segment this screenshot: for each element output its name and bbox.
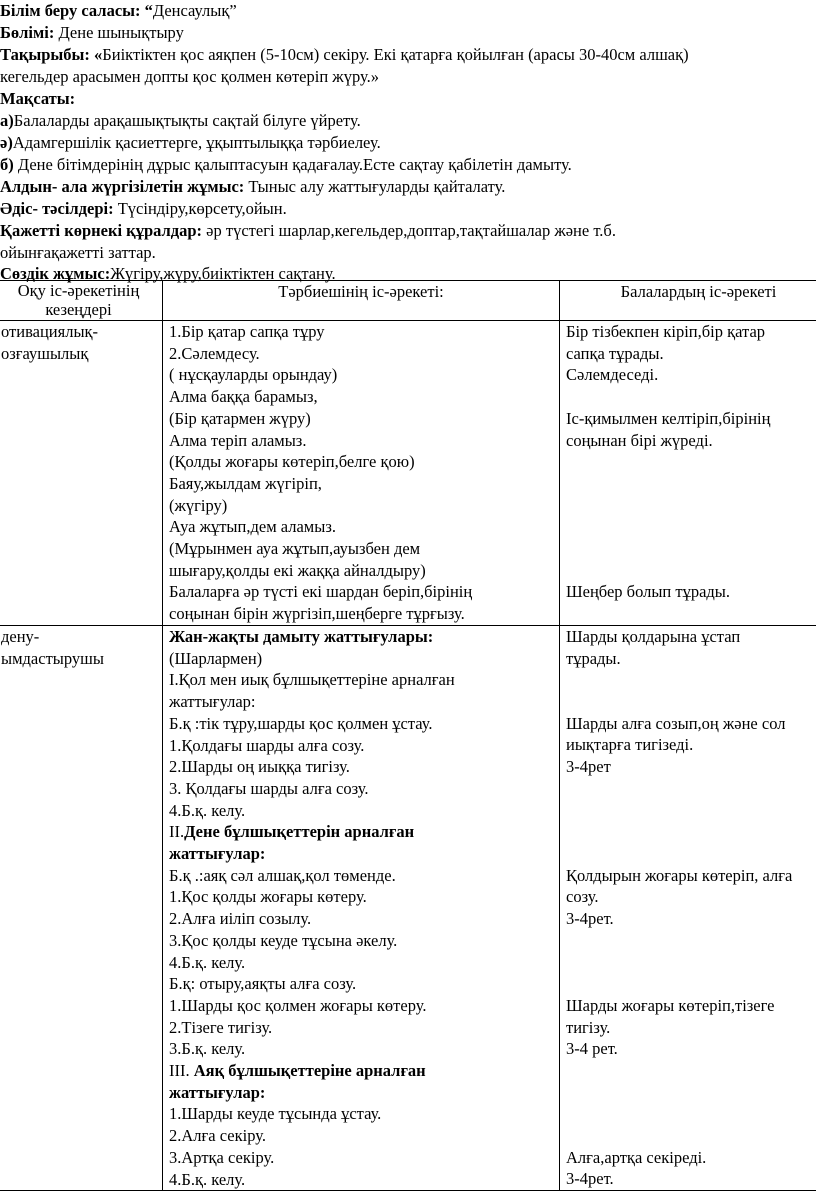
teacher-line: 4.Б.қ. келу. [169,1169,559,1191]
teacher-line: 2.Тізеге тигізу. [169,1017,559,1039]
goal-c-text: Дене бітімдерінің дұрыс қалыптасуын қадағалау.Есте сақтау қабілетін дамыту. [14,155,572,174]
children-column-header [560,281,816,321]
goal-b-text: Адамгершілік қасиеттерге, ұқыптылыққа тәрбиелеу. [13,133,381,152]
goal-b-line [0,132,381,153]
children-line: Іс-қимылмен келтіріп,бірінің [566,408,816,430]
methods-line [0,198,287,219]
children-line: тигізу. [566,1017,816,1039]
goal-a-label: а) [0,111,14,130]
children-line [566,800,816,822]
children-line [566,538,816,560]
children-line [566,386,816,408]
teacher-cell-motivation [163,321,560,626]
children-line: 3-4рет. [566,908,816,930]
teacher-cell-organizing [163,626,560,1191]
children-line [566,1082,816,1104]
children-line [566,516,816,538]
children-line [566,495,816,517]
stage-text: ымдастырушы [1,648,162,670]
teacher-line: шығару,қолды екі жаққа айналдыру) [169,560,559,582]
children-cell-organizing [560,626,816,1191]
stage-column-header [0,281,163,321]
children-line: Шарды жоғары көтеріп,тізеге [566,995,816,1017]
children-line: Қолдырын жоғары көтеріп, алға [566,865,816,887]
children-line [566,778,816,800]
methods-label: Әдіс- тәсілдері: [0,199,114,218]
children-line: иықтарға тигізеді. [566,734,816,756]
teacher-line: жаттығулар: [169,691,559,713]
children-line [566,691,816,713]
teacher-line: Жан-жақты дамыту жаттығулары: [169,626,559,648]
education-area-label: Білім беру саласы: “ [0,1,153,20]
vocabulary-value: Жүгіру,жүру,биіктіктен сақтану. [110,264,335,283]
teacher-line: (Шарлармен) [169,648,559,670]
children-cell-motivation [560,321,816,626]
children-line: созу. [566,886,816,908]
children-line: 3-4рет. [566,1168,816,1190]
stage-cell-motivation [0,321,163,626]
children-line: 3-4 рет. [566,1038,816,1060]
teacher-line: Алма теріп аламыз. [169,430,559,452]
children-line [566,560,816,582]
children-line [566,930,816,952]
stage-header-line-2: кезеңдері [0,300,162,319]
section-label: Бөлімі: [0,23,54,42]
preliminary-work-line [0,176,505,197]
topic-line-2 [0,66,379,87]
teacher-line: 1.Қолдағы шарды алға созу. [169,735,559,757]
goals-heading [0,88,75,109]
section-value: Дене шынықтыру [54,23,184,42]
stage-text: отивациялық- [1,321,162,343]
equipment-value-1: әр түстегі шарлар,кегельдер,доптар,тақтайшалар және т.б. [202,221,616,240]
teacher-line: 4.Б.қ. келу. [169,952,559,974]
equipment-value-2: ойынғақажетті заттар. [0,243,156,262]
teacher-line: 2.Шарды оң иыққа тигізу. [169,756,559,778]
teacher-line: (Қолды жоғары көтеріп,белге қою) [169,451,559,473]
teacher-line: 3.Б.қ. келу. [169,1038,559,1060]
children-line [566,951,816,973]
goal-c-label: б) [0,155,14,174]
teacher-line-section-2 [169,821,559,843]
table-row-motivation [0,321,816,626]
goal-a-text: Балаларды арақашықтықты сақтай білуге үйрету. [14,111,361,130]
teacher-line: соңынан бірін жүргізіп,шеңберге тұрғызу. [169,603,559,625]
teacher-line: Б.қ .:аяқ сәл алшақ,қол төменде. [169,865,559,887]
children-line [566,473,816,495]
teacher-line: Алма баққа барамыз, [169,386,559,408]
children-line [566,843,816,865]
vocabulary-label: Сөздік жұмыс: [0,264,110,283]
teacher-line: жаттығулар: [169,843,559,865]
equipment-label: Қажетті көрнекі құралдар: [0,221,202,240]
children-line [566,1125,816,1147]
topic-label: Тақырыбы: « [0,45,102,64]
education-area-value: Денсаулық” [153,1,237,20]
teacher-column-header [163,281,560,321]
goals-label: Мақсаты: [0,89,75,108]
teacher-line: 1.Бір қатар сапқа тұру [169,321,559,343]
stage-text: озғаушылық [1,343,162,365]
teacher-line: 2.Алға иіліп созылу. [169,908,559,930]
goal-c-line [0,154,572,175]
topic-value-2: кегельдер арасымен допты қос қолмен көтеріп жүру.» [0,67,379,86]
children-line: Шарды қолдарына ұстап [566,626,816,648]
teacher-line: 1.Шарды кеуде тұсында ұстау. [169,1103,559,1125]
topic-value-1: Биіктіктен қос аяқпен (5-10см) секіру. Екі қатарға қойылған (арасы 30-40см алшақ) [102,45,688,64]
methods-value: Түсіндіру,көрсету,ойын. [114,199,287,218]
topic-line-1 [0,44,689,65]
stage-cell-organizing [0,626,163,1191]
children-line [566,1060,816,1082]
children-line [566,821,816,843]
teacher-line: Баяу,жылдам жүгіріп, [169,473,559,495]
goal-b-label: ә) [0,133,13,152]
children-line: 3-4рет [566,756,816,778]
section-number: ІІІ. [169,1061,194,1080]
goal-a-line [0,110,361,131]
children-header-text: Балалардың іс-әрекеті [560,281,816,303]
table-row-organizing [0,626,816,1191]
teacher-line: ( нұсқауларды орындау) [169,364,559,386]
teacher-line: жаттығулар: [169,1082,559,1104]
teacher-line: Балаларға әр түсті екі шардан беріп,бірінің [169,581,559,603]
teacher-line-section-3 [169,1060,559,1082]
section-title: Аяқ бұлшықеттеріне арналған [194,1061,426,1080]
teacher-line: Б.қ: отыру,аяқты алға созу. [169,973,559,995]
children-line: Шеңбер болып тұрады. [566,581,816,603]
education-area-line [0,0,237,21]
teacher-line: 2.Сәлемдесу. [169,343,559,365]
equipment-line-2 [0,242,156,263]
children-line [566,669,816,691]
teacher-line: 3.Артқа секіру. [169,1147,559,1169]
children-line [566,973,816,995]
equipment-line-1 [0,220,616,241]
teacher-line: І.Қол мен иық бұлшықеттеріне арналған [169,669,559,691]
children-line: сапқа тұрады. [566,343,816,365]
children-line: Алға,артқа секіреді. [566,1147,816,1169]
teacher-line: 2.Алға секіру. [169,1125,559,1147]
children-line [566,451,816,473]
teacher-line: 4.Б.қ. келу. [169,800,559,822]
teacher-line: 1.Шарды қос қолмен жоғары көтеру. [169,995,559,1017]
section-line [0,22,184,43]
teacher-line: Ауа жұтып,дем аламыз. [169,516,559,538]
section-number: ІІ. [169,822,184,841]
children-line: Шарды алға созып,оң және сол [566,713,816,735]
preliminary-work-label: Алдын- ала жүргізілетін жұмыс: [0,177,244,196]
teacher-header-text: Тәрбиешінің іс-әрекеті: [163,281,559,303]
teacher-line: 1.Қос қолды жоғары көтеру. [169,886,559,908]
children-line: Бір тізбекпен кіріп,бір қатар [566,321,816,343]
section-title: Дене бұлшықеттерін арналған [184,822,414,841]
children-line: Сәлемдеседі. [566,364,816,386]
teacher-line: (Бір қатармен жүру) [169,408,559,430]
teacher-line: (Мұрынмен ауа жұтып,ауызбен дем [169,538,559,560]
lesson-table [0,280,816,1191]
stage-text: дену- [1,626,162,648]
teacher-line: 3. Қолдағы шарды алға созу. [169,778,559,800]
teacher-line: 3.Қос қолды кеуде тұсына әкелу. [169,930,559,952]
preliminary-work-value: Тыныс алу жаттығуларды қайталату. [244,177,505,196]
stage-header-line-1: Оқу іс-әрекетінің [0,281,162,300]
children-line: тұрады. [566,648,816,670]
table-header-row [0,281,816,321]
children-line [566,1103,816,1125]
teacher-line: (жүгіру) [169,495,559,517]
children-line: соңынан бірі жүреді. [566,430,816,452]
teacher-line: Б.қ :тік тұру,шарды қос қолмен ұстау. [169,713,559,735]
